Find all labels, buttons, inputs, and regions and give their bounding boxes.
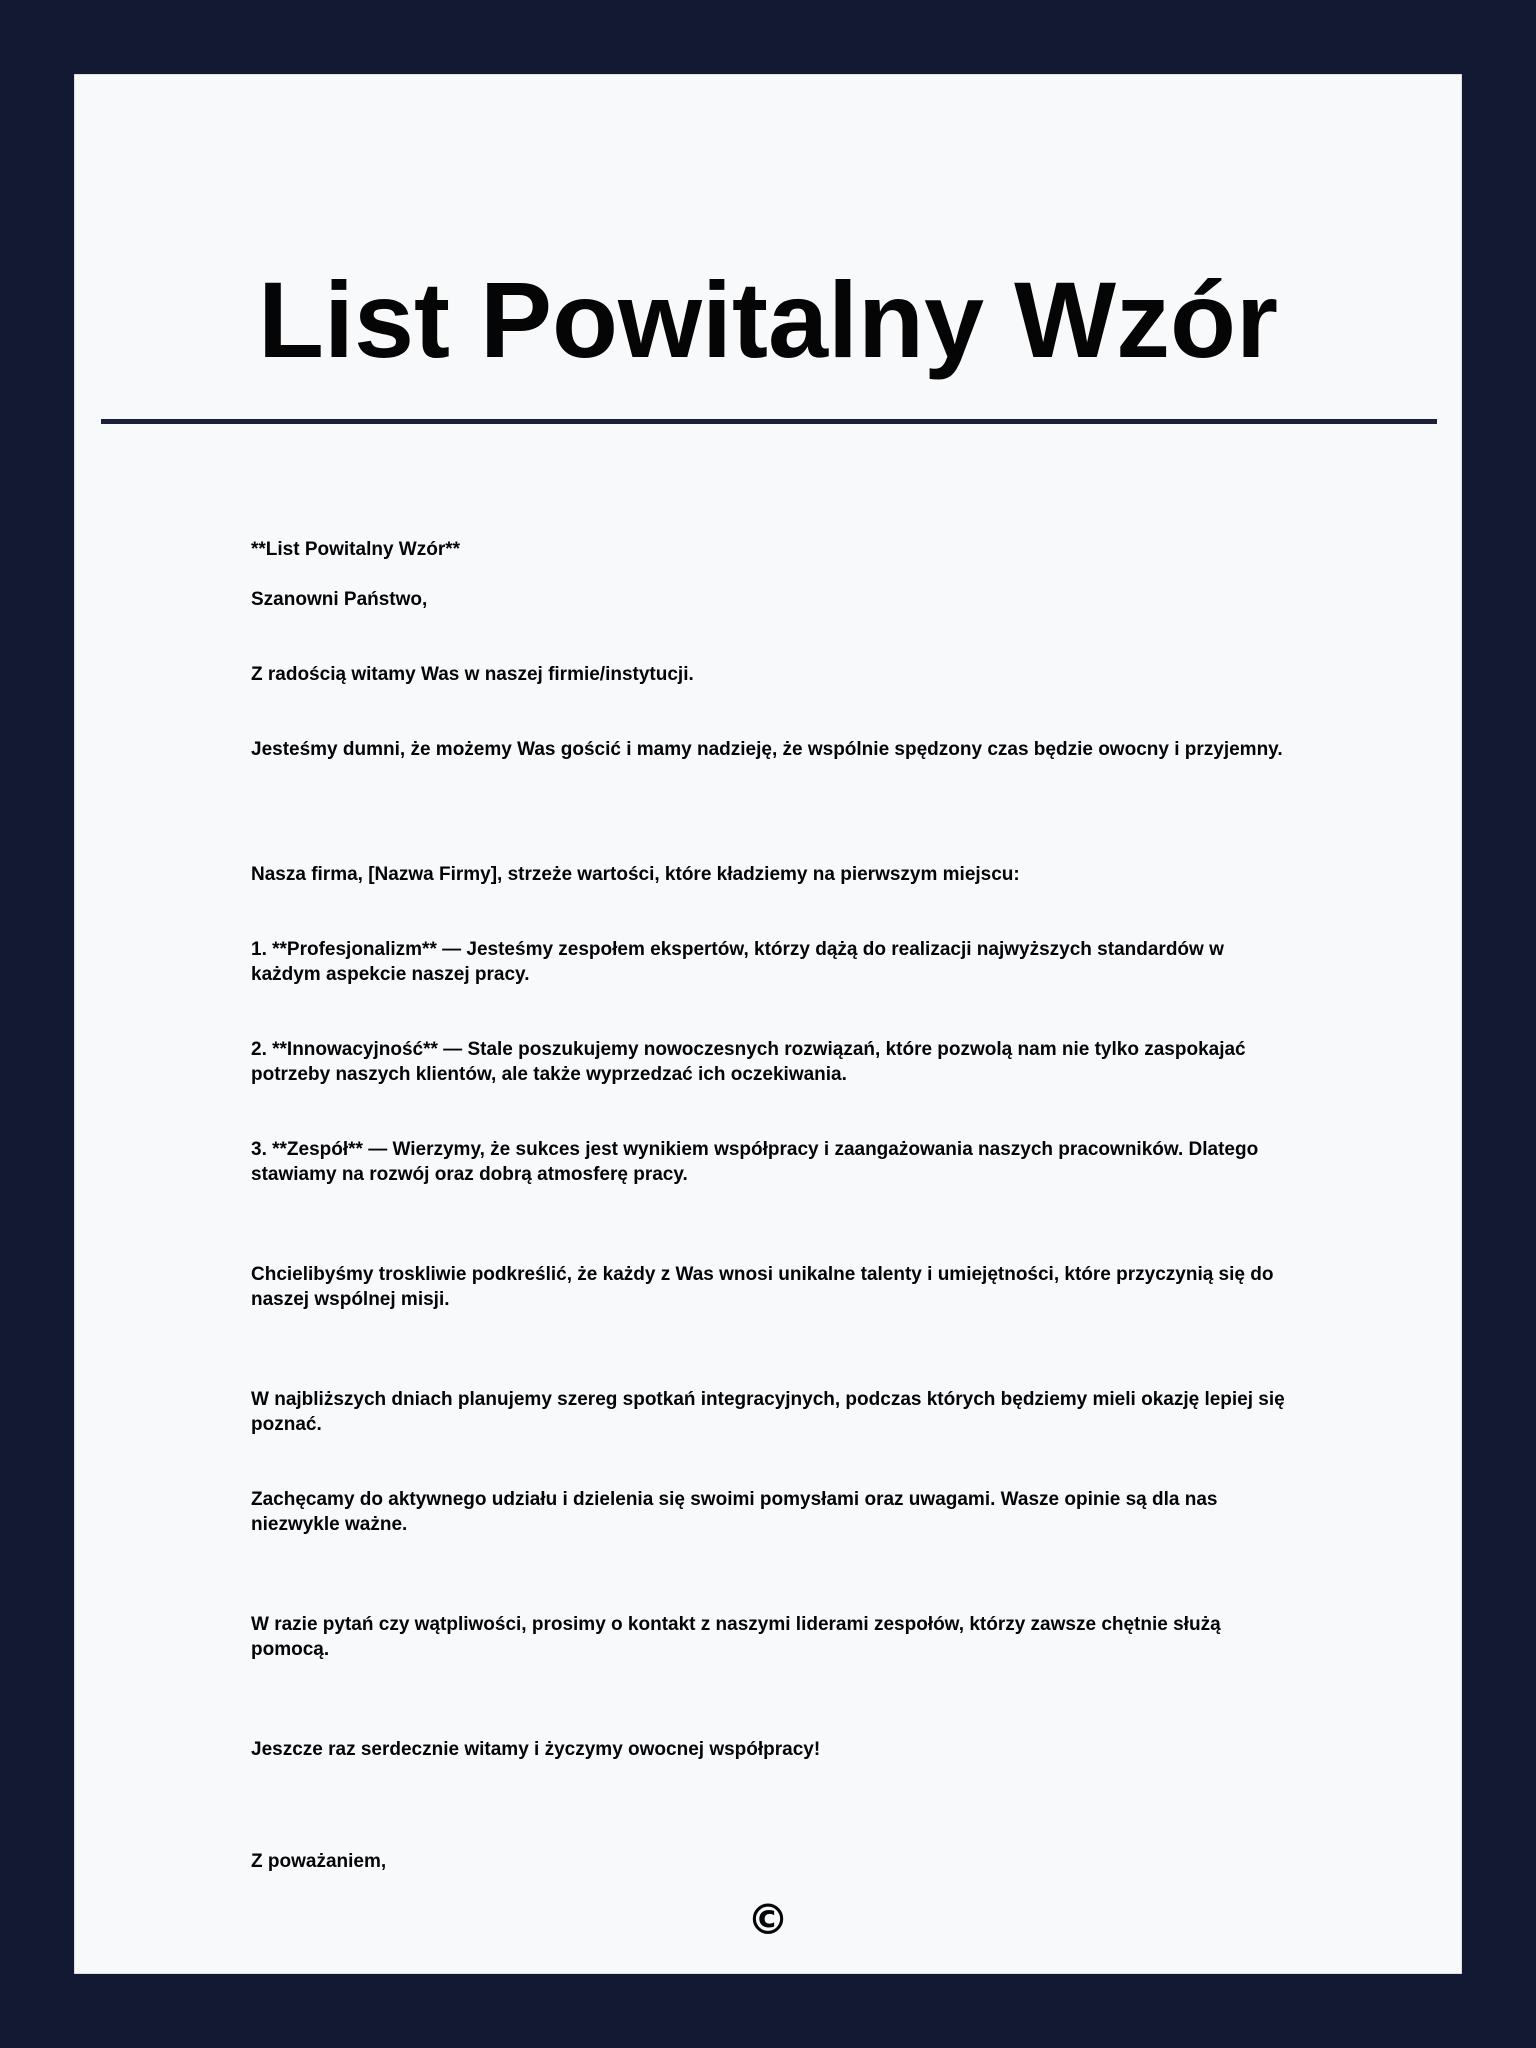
paragraph-talents: Chcielibyśmy troskliwie podkreślić, że każdy z Was wnosi unikalne talenty i umiejętności, które przyczynią się do naszej wspólnej misji. — [251, 1264, 1274, 1310]
value-item-innovation: 2. **Innowacyjność** — Stale poszukujemy nowoczesnych rozwiązań, które pozwolą nam nie tylko zaspokajać potrzeby naszych klientów, ale także wyprzedzać ich oczekiwania. — [251, 1039, 1246, 1085]
paragraph-participation: Zachęcamy do aktywnego udziału i dzielenia się swoimi pomysłami oraz uwagami. Wasze opinie są dla nas niezwykle ważne. — [251, 1489, 1218, 1535]
letter-heading: **List Powitalny Wzór** — [251, 539, 461, 560]
paragraph-meetings: W najbliższych dniach planujemy szereg spotkań integracyjnych, podczas których będziemy mieli okazję lepiej się poznać. — [251, 1389, 1285, 1435]
paragraph-proud: Jesteśmy dumni, że możemy Was gościć i mamy nadzieję, że wspólnie spędzony czas będzie owocny i przyjemny. — [251, 739, 1283, 760]
paragraph-closing: Jeszcze raz serdecznie witamy i życzymy owocnej współpracy! — [251, 1739, 821, 1760]
document-page — [74, 74, 1462, 1974]
copyright-icon: © — [747, 1895, 789, 1944]
paragraph-welcome: Z radością witamy Was w naszej firmie/instytucji. — [251, 664, 694, 685]
value-item-team: 3. **Zespół** — Wierzymy, że sukces jest wynikiem współpracy i zaangażowania naszych pracowników. Dlatego stawiamy na rozwój oraz dobrą atmosferę pracy. — [251, 1139, 1259, 1185]
paragraph-values-intro: Nasza firma, [Nazwa Firmy], strzeże wartości, które kładziemy na pierwszym miejscu: — [251, 864, 1020, 885]
value-item-professionalism: 1. **Profesjonalizm** — Jesteśmy zespołem ekspertów, którzy dążą do realizacji najwyższych standardów w każdym aspekcie naszej pracy. — [251, 939, 1224, 985]
title-divider — [101, 419, 1437, 424]
paragraph-contact: W razie pytań czy wątpliwości, prosimy o kontakt z naszymi liderami zespołów, którzy zawsze chętnie służą pomocą. — [251, 1614, 1221, 1660]
salutation: Szanowni Państwo, — [251, 589, 428, 610]
signoff: Z poważaniem, — [251, 1851, 387, 1872]
document-title: List Powitalny Wzór — [257, 259, 1279, 380]
